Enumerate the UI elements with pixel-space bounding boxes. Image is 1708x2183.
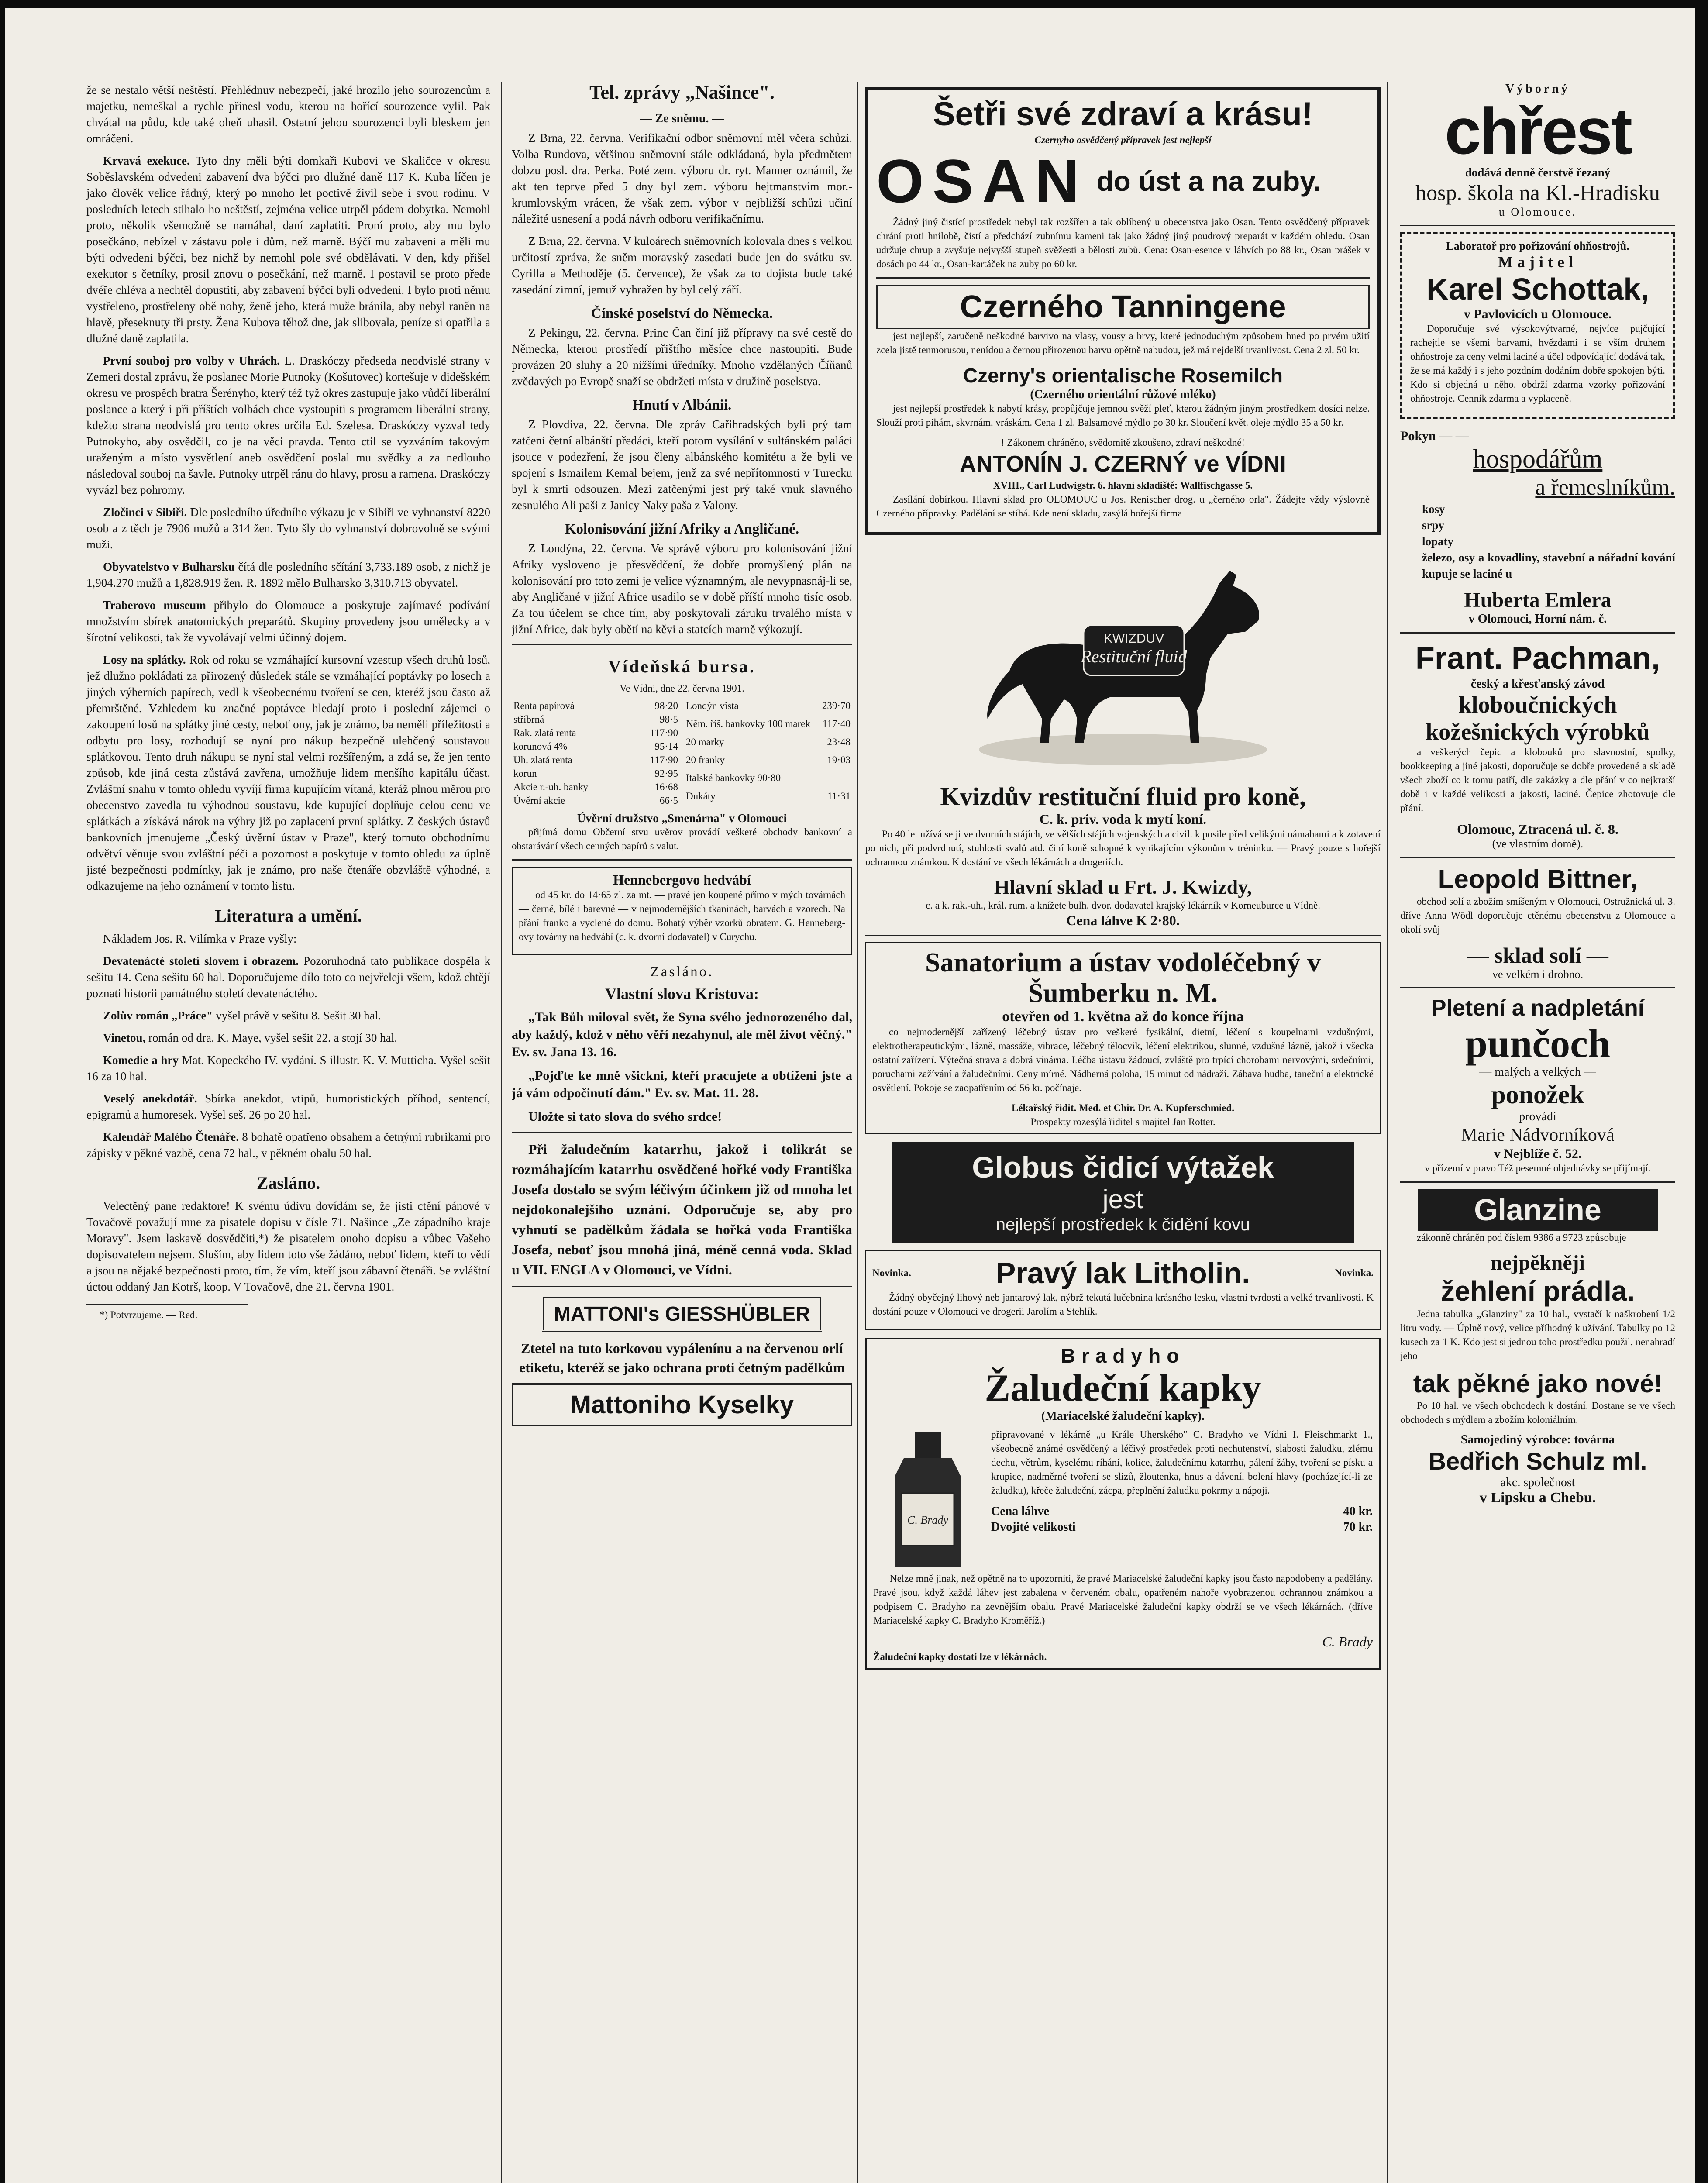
- article-heading: Zločinci v Sibiři.: [103, 506, 187, 519]
- bursa-value: 19·03: [827, 754, 851, 765]
- divider: [512, 644, 852, 645]
- novinka-right: Novinka.: [1335, 1267, 1374, 1278]
- bursa-name: Londýn vista: [686, 700, 739, 711]
- rosemilch-note: ! Zákonem chráněno, svědomitě zkoušeno, zdraví neškodné!: [1001, 437, 1245, 448]
- bottle-label-name: Restituční fluid: [1081, 647, 1187, 666]
- bradyho-title: Bradyho: [1061, 1344, 1185, 1367]
- pachman-sub: český a křesťanský závod: [1470, 677, 1605, 691]
- zaslano-text: Velectěný pane redaktore! K svému údivu dovídám se, že jisti ctění pánové v Tovačově považují mne za pisatele dopisu v čísle 71. Našince „Ze západního kraje Moravy". Jsem laskavě dosvědčiti,*) že pisatelem onoho dopisu a vůbec Vašeho dopisovatelem nejsem. Sluším, aby lidem toto vše žádáno, neboť lidem, kteří to vědí a jsou na nějaké bezpečnosti proto, tím, že vím, kteří jsou zábavní čtenáři. Se zvláštní úctou oddaný Jan Kotrš, koop. V Tovačově, dne 21. června 1901.: [86, 1199, 490, 1293]
- ad-setri-title: Šetři své zdraví a krásu!: [933, 96, 1313, 133]
- article-text: přibylo do Olomouce a poskytuje zajímavé podívání množstvím sbírek anatomických preparátů. Skupiny provedeny jsou umělecky a v šírotní velikosti, tak že vyvolávají velmi účinný dojem.: [86, 599, 490, 644]
- zaslano-title-2: Zasláno.: [650, 964, 714, 980]
- divider: [1400, 857, 1675, 858]
- literature-item-text: román od dra. K. Maye, vyšel sešit 22. a stojí 30 hal.: [148, 1031, 397, 1044]
- bradyho-body: [873, 1428, 1373, 1572]
- ground-shadow: [979, 734, 1267, 765]
- pleteni-title: Pletení a nadpletání: [1431, 995, 1645, 1021]
- ponozek-title: ponožek: [1491, 1080, 1584, 1109]
- lab-title: Laboratoř pro pořizování ohňostrojů.: [1446, 240, 1629, 252]
- majitel-label: Majitel: [1498, 253, 1577, 271]
- osan-row: [876, 147, 1370, 215]
- schulz-addr: v Lipsku a Chebu.: [1479, 1490, 1596, 1506]
- sklad-soli: — sklad solí —: [1467, 943, 1608, 968]
- bursa-value: 98·20: [654, 700, 678, 711]
- glanzine-zehleni: žehlení prádla.: [1440, 1275, 1635, 1307]
- kwizda-text: Po 40 let užívá se ji ve dvorních stájích, ve větších stájích vojenských a civil. k posile před velikými námahami a k zotavení po nich, při podvrdnutí, stuhlosti svalů atd. činí koně schopné k vynikajícím výkonům v tréninku. — Pravý pouze s hořejší ochrannou známkou. K dostání ve všech lékárnách a drogeriích.: [865, 829, 1381, 868]
- bradyho-info: [991, 1428, 1373, 1572]
- sanatorium-open: otevřen od 1. května až do konce října: [1002, 1009, 1244, 1025]
- emler-addr: v Olomouci, Horní nám. č.: [1468, 612, 1607, 626]
- article-zlocinci: [86, 504, 490, 553]
- sanatorium-text: co nejmodernější zařízený léčebný ústav pro veškeré fysikální, dietní, léčení s koupelnami vzdušnými, elektrotherapeutickými, lázně, massáže, vibrace, léčebný tělocvik, léčení elektrikou, slunné, vzdušné lázně, jakož i všecka ostatní zařízení. Výtečná strava a dobrá vinárna. Léčba ústavu žádoucí, zvláště pro trpící chorobami nervovými, srdečními, poruchami zažívání a žaludečními. Ceny mírné. Nádherná poloha, 15 minut od nádraží. Zábava hudba, taneční a elektrické osvětlení. Pokoje se zaopatřením od 56 kr. počínaje.: [872, 1026, 1374, 1093]
- literature-item-title: Kalendář Malého Čtenáře.: [103, 1130, 239, 1143]
- bottle-neck: [915, 1432, 941, 1458]
- bradyho-footer: Žaludeční kapky dostati lze v lékárnách.: [873, 1651, 1047, 1662]
- bursa-value: [819, 771, 852, 789]
- bursa-title: Vídeňská bursa.: [608, 657, 756, 676]
- bittner-name: Leopold Bittner,: [1438, 864, 1638, 894]
- schulz-name: Bedřich Schulz ml.: [1428, 1447, 1647, 1475]
- pachman-kloboucnicky: kloboučnických kožešnických výrobků: [1426, 692, 1650, 745]
- bursa-name: korun: [513, 768, 537, 779]
- divider: [876, 277, 1370, 279]
- rosemilch-title: Czerny's orientalische Rosemilch: [963, 364, 1283, 387]
- literature-item-text: Pozoruhodná tato publikace dospěla k sešitu 14. Cena sešitu 60 hal. Doporučujeme dílo toto co nejvřeleji všem, kdož chtějí poznati historii památného století devatenáctého.: [86, 954, 490, 1000]
- literature-item: [86, 1129, 490, 1161]
- druzstvo-text: přijímá domu Občerní stvu uvěrov provádí veškeré obchody bankovní a obstarávání všech cenných papírů s valut.: [512, 826, 852, 851]
- mattoni-stamp: MATTONI's GIESSHÜBLER: [542, 1296, 823, 1332]
- vyborny-label: Výborný: [1505, 82, 1570, 96]
- footnote-rule: [86, 1304, 248, 1305]
- ad-sanatorium: [865, 942, 1381, 1134]
- article-heading: Krvavá exekuce.: [103, 154, 190, 167]
- globus-jest: jest: [1102, 1184, 1143, 1214]
- glanzine-title: Glanzine: [1474, 1193, 1601, 1227]
- kwizda-addr: c. a k. rak.-uh., král. rum. a knížete bulh. dvor. dodavatel krajský lékárník v Korneuburce u Vídně.: [926, 900, 1320, 911]
- column-news-2: [512, 82, 852, 2183]
- litholin-header: [872, 1256, 1374, 1291]
- literature-item-title: Vinetou,: [103, 1031, 146, 1044]
- price-label: Dvojité velikosti: [991, 1520, 1076, 1534]
- literature-item-text: 8 bohatě opatřeno obsahem a četnými rubrikami pro zápisky v pěkné vazbě, cena 72 hal., v pěkném obalu 50 hal.: [86, 1130, 490, 1160]
- literature-item-text: Mat. Kopeckého IV. vydání. S illustr. K. V. Muttichа. Vyšel sešit 16 za 10 hal.: [86, 1054, 490, 1083]
- nadvornikova-name: Marie Nádvorníková: [1461, 1125, 1615, 1145]
- pachman-name: Frant. Pachman,: [1415, 641, 1660, 676]
- article-text: Rok od roku se vzmáhající kursovní vzestup všech druhů losů, jež dlužno pokládati za přirozený důsledek stále se vzmáhající poptávky po losech a jiných výherních papírech, vedl k všeobecnému tvoření se cen, kteréž jsou často až přemrštěné. Vzhledem ku značné poptávce hledají proto i poslední zájemci o zakoupení losů na splátky jiné cesty, neboť ony, jak je známo, ba neměli příležitosti a odbytu pro losy, rozhodují se nyní pro nákup bezpečně ulehčený soustavou splátkovou. Tento druh nákupu se nyní stal velmi rozšířeným, a zdá se, že jen tento způsob, kde jiná cesta zůstává zavřena, umožňuje lidem menšího kapitálu účast. Zvláštní snahu v tomto ohledu vyvíjí firma kupujícím vítaná, kteráž plnou měrou pro obecenstvo zavedla tu výhodnou soustavu, kde kupující doplňuje celou cenu ve splátkách a získává nárok na výhry již po zaplacení první splátky. Z českých ústavů bankovních jmenujeme „Český úvěrní ústav v Praze", který tomuto obchodnímu odvětví věnuje svou zvláštní péči a pozornost a poskytuje v tomto ohledu za úplně jisté bezpečnosti podmínky, jak je známo, pro naše čtenáře obzvláště výhodné, a odkazujeme na jeho oznámení v tomto listu.: [86, 653, 490, 892]
- bursa-name: Italské bankovky 90·80: [686, 772, 781, 784]
- section-title-zaslano: Zasláno.: [256, 1173, 320, 1193]
- schottak-text: Doporučuje své výsokovýtvarné, nejvíce pujčující rachejtle se všemi barvami, hvězdami i se vším druhem ohňostroje za ceny velmi laciné a účel odpovídající dodává tak, že se má každý i s jeho pozdním dodáním dobře spokojen býti. Kdo si objedná u něho, obdrží zdarma vzorky pořizování ohňostroje. Cenník zdarma a vyplaceně.: [1410, 323, 1665, 404]
- article-heading: První souboj pro volby v Uhrách.: [103, 354, 280, 367]
- puncoch-title: punčoch: [1465, 1021, 1611, 1066]
- column-ads-center: [865, 82, 1381, 2183]
- literature-item: [86, 1030, 490, 1046]
- bursa-name: stříbrná: [513, 714, 544, 725]
- bursa-row: [512, 794, 680, 807]
- article-traberovo: [86, 597, 490, 646]
- bursa-row: [512, 740, 680, 753]
- rosemilch-text: jest nejlepší prostředek k nabytí krásy, propůjčuje jemnou svěží pleť, kterou žádným jiným prostředkem dosíci nelze. Slouží proti pihám, skvrnám, vráskám. Cena 1 zl. Balsamové mýdlo po 30 kr. Sloučení květ. oleje mýdlo 35 a 50 kr.: [876, 403, 1370, 428]
- bottle-signature: C. Brady: [907, 1514, 948, 1526]
- literature-intro: Nákladem Jos. R. Vilímka v Praze vyšly:: [103, 932, 297, 945]
- globus-title: Globus čidicí výtažek: [972, 1151, 1274, 1184]
- rosemilch-sub: (Czerného orientální růžové mléko): [1030, 388, 1216, 401]
- schottak-name: Karel Schottak,: [1426, 272, 1649, 306]
- litholin-title: Pravý lak Litholin.: [996, 1257, 1250, 1290]
- article-heading: Traberovo museum: [103, 599, 206, 612]
- ad-czerny: [865, 87, 1381, 535]
- glanzine-text-3: Po 10 hal. ve všech obchodech k dostání. Dostane se ve všech obchodech s mýdlem a zbožím koloniálním.: [1400, 1400, 1675, 1425]
- kwizda-title: Kvizdův restituční fluid pro koně,: [940, 782, 1306, 811]
- footnote: *) Potvrzujeme. — Red.: [100, 1309, 198, 1320]
- article-bulhar: [86, 559, 490, 591]
- bursa-row: [684, 735, 852, 753]
- article-text: Z Pekingu, 22. června. Princ Čan činí již přípravy na své cestě do Německa, kterou prostředí přištího měsíce chce nastoupiti. Bude provázen 20 sluhy a 20 nižšími úředníky. Mnoho vzdělaných Číňanů zvědavých po Evropě snaží se obdržeti místa v družině poselstva.: [512, 326, 852, 388]
- bursa-name: Něm. říš. bankovky 100 marek: [686, 718, 810, 730]
- ad-katarrh: Při žaludečním katarrhu, jakož i tolikrát se rozmáhajícím katarrhu osvědčené hořké vody Františka Josefa dostalo se svým léčivým účinkem již od mnoha let nejdokonalejšího uznání. Odporučuje se, aby pro vyhnutí se padělkům žádala se hořká voda Františka Josefa, neboť jsou mnohá jiná, méně cenná voda. Sklad u VII. ENGLA v Olomouci, ve Vídni.: [512, 1141, 852, 1277]
- article-heading: Losy na splátky.: [103, 653, 186, 666]
- bursa-name: Dukáty: [686, 790, 716, 802]
- article-text: Z Brna, 22. června. Verifikační odbor sněmovní měl včera schůzi. Volba Rundova, většinou sněmovní stále odkládaná, byla předmětem dobzu posl. dra. Perka. Poté zem. výboru dr. ryt. Manner oznámil, že akt ten teprve před 5 dny byl zem. výboru hejtmanstvím mor.-krumlovským vrácen, že však zem. výbor v nejbližší schůzi učiní náležité usnesení a podá návrh odboru verifikačnímu.: [512, 131, 852, 225]
- article-text: čítá dle posledního sčítání 3,733.189 osob, z nichž je 1,904.270 mužů a 1,828.919 žen. R. 1892 mělo Bulharsko 3,310.713 obyvatel.: [86, 560, 490, 589]
- bursa-name: 20 franky: [686, 754, 725, 765]
- literature-item: [86, 1052, 490, 1085]
- bursa-name: 20 marky: [686, 736, 724, 747]
- bursa-value: 11·31: [827, 790, 851, 802]
- emler-name: Huberta Emlera: [1464, 589, 1612, 612]
- bursa-value: 92·95: [654, 768, 678, 779]
- hosp-city: u Olomouce.: [1498, 206, 1577, 218]
- bradyho-signature: C. Brady: [1322, 1634, 1373, 1649]
- bittner-text: obchod solí a zbožím smíšeným v Olomouci, Ostružnická ul. 3. dříve Anna Wödl doporučuje ctěnému obecenstvu z Olomouce a okolí svůj: [1400, 896, 1675, 935]
- literature-item: [86, 953, 490, 1002]
- bradyho-text: připravované v lékárně „u Krále Uherského" C. Bradyho ve Vídni I. Fleischmarkt 1., všeobecně známé osvědčený a léčivý prostředek proti nechutenství, slabosti žaludku, zlému dechu, větrům, kyselému ríhání, kolice, žaludečnímu katarrhu, pálení žáhy, tvoření se písku a krupice, nadměrné tvoření se slizů, žloutenka, hnus a dávení, bolení hlavy (pocházející-li ze žaludku), křeče žaludeční, zácpa, přeplnění žaludku pokrmy a nápoji.: [991, 1429, 1373, 1496]
- bursa-left: [512, 699, 680, 807]
- bursa-value: 117·90: [650, 754, 678, 765]
- provadi-label: provádí: [1519, 1110, 1556, 1123]
- sanatorium-doctor: Lékařský řidit. Med. et Chir. Dr. A. Kupferschmied.: [1011, 1102, 1235, 1113]
- newspaper-page: [5, 8, 1695, 2183]
- bottle-label-brand: KWIZDUV: [1103, 631, 1164, 646]
- bursa-row: [512, 780, 680, 794]
- nadvornikova-addr: v Nejblíže č. 52.: [1494, 1147, 1582, 1161]
- price-value: 70 kr.: [1343, 1520, 1373, 1534]
- pokyn-label: Pokyn — —: [1400, 429, 1469, 443]
- divider: [512, 1286, 852, 1287]
- bursa-value: 95·14: [654, 741, 678, 752]
- bursa-row: [512, 767, 680, 780]
- literature-item: [86, 1091, 490, 1123]
- subsection-title: — Ze sněmu. —: [640, 112, 724, 125]
- bursa-table: [512, 699, 852, 807]
- literature-item-title: Zolův román „Práce": [103, 1009, 213, 1022]
- ad-litholin: [865, 1250, 1381, 1330]
- bottle-icon: [873, 1428, 982, 1572]
- ad-mattoni: [512, 1296, 852, 1426]
- column-rule: [1387, 82, 1388, 2183]
- ad-osan-sub: Czernyho osvědčený přípravek jest nejlepší: [1034, 134, 1212, 145]
- bursa-value: 239·70: [822, 700, 851, 711]
- quote: „Tak Bůh miloval svět, že Syna svého jednorozeného dal, aby každý, kdož v něho věří nezahynul, ale měl život věčný." Ev. sv. Jana 13. 16.: [512, 1010, 852, 1059]
- literature-item-title: Komedie a hry: [103, 1054, 179, 1067]
- pachman-addr-2: (ve vlastním domě).: [1492, 837, 1584, 850]
- samojediny-label: Samojediný výrobce: továrna: [1460, 1433, 1615, 1446]
- ad-henneberg: [512, 867, 852, 955]
- bursa-row: [512, 726, 680, 740]
- sanatorium-prospectus: Prospekty rozesýlá řiditel s majitel Jan Rotter.: [1030, 1116, 1216, 1127]
- pachman-text: a veškerých čepic a klobouků pro slavnostní, spolky, bookkeeping a jiné jakosti, doporučuje se dobře provedené a skladě všech zboží co k tomu patří, dle zakázky a dle přání v co nejkratší době i v každé velikosti a jakosti, laciné. Čepice zhotovuje dle přání.: [1400, 747, 1675, 813]
- divider: [1400, 632, 1675, 634]
- sanatorium-title: Sanatorium a ústav vodoléčebný v Šumberku n. M.: [925, 948, 1321, 1008]
- column-news-1: [86, 82, 490, 2183]
- schulz-sub: akc. společnost: [1500, 1476, 1575, 1489]
- sklad-soli-sub: ve velkém i drobno.: [1492, 968, 1583, 981]
- nadvornikova-text: v přízemí v pravo Též pesemné objednávky se přijímají.: [1425, 1163, 1651, 1174]
- kristova-title: Vlastní slova Kristova:: [605, 985, 759, 1002]
- quote: Uložte si tato slova do svého srdce!: [528, 1109, 722, 1124]
- bursa-row: [684, 699, 852, 717]
- schottak-place: v Pavlovicích u Olomouce.: [1464, 307, 1612, 321]
- kwizda-price: Cena láhve K 2·80.: [1066, 912, 1180, 928]
- mal-velk: — malých a velkých —: [1479, 1065, 1596, 1079]
- article-text: Dle posledního úředního výkazu je v Sibiři ve vyhnanství 8220 osob a z těch je 7906 mužů a 314 žen. Tyto šly do vyhnanství dobrovolně se svými muži.: [86, 506, 490, 551]
- literature-item-text: Sbírka anekdot, vtipů, humoristických příhod, sentencí, epigramů a humoresek. Vyšel seš. 26 po 20 hal.: [86, 1092, 490, 1121]
- hospodarum-title: hospodářům: [1473, 444, 1603, 473]
- litholin-text: Žádný obyčejný lihový neb jantarový lak, nýbrž tekutá lučebnina krásného lesku, vlastní tvrdosti a velké trvanlivosti. K dostání pouze v Olomouci ve drogerii Jarolím a Stehlík.: [872, 1292, 1374, 1317]
- osan-tagline: do úst a na zuby.: [1096, 165, 1321, 197]
- divider: [1400, 225, 1675, 226]
- novinka-left: Novinka.: [872, 1267, 911, 1278]
- bursa-value: 16·68: [654, 782, 678, 792]
- column-ads-right: [1400, 82, 1675, 2183]
- bursa-row: [684, 771, 852, 789]
- hosp-skola: hosp. škola na Kl.-Hradisku: [1415, 180, 1660, 205]
- article-text: Z Brna, 22. června. V kuloárech sněmovních kolovala dnes s velkou určitostí zpráva, že sněm moravský zasedati bude jen do svátku sv. Cyrilla a Methoděje (5. července), že však za to dojista bude také zasedání zimní, jemuž vyhražen by byl celý září.: [512, 234, 852, 296]
- bursa-name: Úvěrní akcie: [513, 795, 565, 806]
- glanzine-nejpekneji: nejpěkněji: [1491, 1251, 1585, 1274]
- bursa-name: Rak. zlatá renta: [513, 727, 576, 738]
- bursa-right: [684, 699, 852, 807]
- article-text: L. Draskóczy předseda neodvislé strany v Zemeri dostal zprávu, že poslanec Morie Putnoky (Košutovec) kortešuje v didešském okresu ve prospěch bratra Šerényho, který též tyž okres zastupuje jako vůdčí liberální poslance a který i při příštích volbách chce vystoupiti s programem liberální strany, kdežto strana neodvislá pro tento okres určila Ed. Szelesa. Draskóczy vyzval tedy Putnokyho, aby osvědčil, co je na věci pravda. Tento ctil se vyzváním takovým uraženým a místo vysvětlení aneb osvědčení poslal mu svědky a za nedlouho následoval souboj na šavle. Putnoky utrpěl ránu do hlavy, prosu a ramena. Draskóczy vyvázl bez pohromy.: [86, 354, 490, 496]
- article-heading: Hnutí v Albánii.: [632, 397, 732, 413]
- bursa-value: 98·5: [659, 714, 678, 725]
- ad-henneberg-title: Hennebergovo hedvábí: [613, 872, 751, 888]
- glanzine-text: zákonně chráněn pod číslem 9386 a 9723 způsobuje: [1417, 1232, 1626, 1243]
- globus-slogan: nejlepší prostředek k čidění kovu: [995, 1215, 1250, 1234]
- kwizda-sub: C. k. priv. voda k mytí koní.: [1039, 811, 1207, 827]
- druzstvo-title: Úvěrní družstvo „Smenárna" v Olomouci: [577, 812, 787, 825]
- bradyho-sub: (Mariacelské žaludeční kapky).: [1041, 1409, 1205, 1423]
- bursa-value: 66·5: [659, 795, 678, 806]
- bursa-name: Akcie r.-uh. banky: [513, 782, 589, 792]
- osan-text: Žádný jiný čistící prostředek nebyl tak rozšířen a tak oblíbený u obecenstva jako Osan. Tento osvědčený přípravek chrání proti hnilobě, čistí a předchází zubnímu kameni tak jako žádný jiný poudrový preparát v každém ohledu. Osan udržuje chrup a zvyšuje nejvyšší stupeň svěžesti a bělosti zubů. Cena: Osan-esence v láhvích po 88 kr., Osan prášek v dosách po 44 kr., Osan-kartáček na zuby po 60 kr.: [876, 217, 1370, 269]
- literature-item-title: Veselý anekdotář.: [103, 1092, 197, 1105]
- article-text: že se nestalo větší neštěstí. Přehlédnuv nebezpečí, jaké hrozilo jeho sourozencům a majetku, nemeškal a rychle přinesl vodu, kterou na hořící sourozence vylil. Pak chvátal na půdu, kde také oheň uhasil. Ostatní jehou sourozenci byli bleskem jen omráčeni.: [86, 83, 490, 145]
- tanningene-text: jest nejlepší, zaručeně neškodné barvivo na vlasy, vousy a brvy, které jednoduchým způsobem hned po prvém užití zcela jistě tenmorusou, nenídou a černou přirozenou barvu opětně nabudou, jež má nejdelší trvanlivost. Cena 2 zl. 50 kr.: [876, 331, 1370, 355]
- czerny-addr: XVIII., Carl Ludwigstr. 6. hlavní skladiště: Wallfischgasse 5.: [993, 480, 1253, 491]
- divider: [512, 859, 852, 861]
- mattoni-banner: Mattoniho Kyselky: [512, 1383, 852, 1426]
- bursa-value: 117·40: [822, 718, 851, 730]
- divider: [512, 1132, 852, 1133]
- bursa-name: Renta papírová: [513, 700, 575, 711]
- glanzine-banner: [1418, 1189, 1658, 1231]
- horse-illustration: [944, 544, 1302, 780]
- article-text: Z Plovdiva, 22. června. Dle zpráv Cařihradských byli prý tam zatčeni četní albánští předáci, kteří potom vysílání v sultánském paláci jsouce v podezření, že jsou členy albánského komitétu a že byli ve spojení s Ismailem Kemal bejem, jenž za své nepřítomnosti v Turecku byl k smrti odsouzen. Mezi zatčenými jest prý také vnuk slavného zesnulého Ali paši z Janicy Naky paša z Valony.: [512, 418, 852, 512]
- bursa-row: [512, 713, 680, 726]
- article-text: Tyto dny měli býti domkaři Kubovi ve Skaličce v okresu Soběslavském odvedeni zabavení dva býčci pro dlužné daně 117 K. Kuba líčen je jako člověk velice řádný, který po mnoho let poctivě živil sebe i svou rodinu. V posledních letech stihalo ho neštěstí, zejména velice utrpěl pádem dobytka. Nemohl proto, několik všemožně se namáhal, daní zaplatiti. Proní proto, aby mu bylo posečkáno, nebízel v zástavu pole i dům, než marně. Býčí mu zabaveni a měli mu býti odvedeni býčci, bez nichž by nemohl pole své obdělávati. V den, kdy přišel exekutor s četníky, prosil znovu o posečkání, než marně. I postavil se proto přede dvéře chléva a nechtěl dopustiti, aby zabavení býčci byli odvedeni. I bylo proti němu vystřeleno, prostřeleny obě nohy, ženě jeho, která muže bránila, aby nebyl raněn na hlavě, přeseknuty tři prsty. Žena Kubova těhož dne, jak slibovala, peníze si opatřila a dlužné daně zaplatila.: [86, 154, 490, 345]
- bursa-value: 23·48: [827, 736, 851, 747]
- glanzine-text-2: Jedna tabulka „Glanziny" za 10 hal., vystačí k naškrobení 1/2 litru vody. — Úplně nový, velice příhodný k užívání. Tabulky po 12 kusech za 1 K. Kdo jest si jednou toho prostředku použil, nenahradí jeho: [1400, 1308, 1675, 1361]
- quote: „Pojďte ke mně všickni, kteří pracujete a obtíženi jste a já vám odpočinutí dám." Ev. sv. Mat. 11. 28.: [512, 1068, 852, 1100]
- bursa-row: [684, 717, 852, 735]
- divider: [1400, 987, 1675, 988]
- bursa-row: [684, 789, 852, 807]
- price-value: 40 kr.: [1343, 1505, 1373, 1518]
- telegram-section-title: Tel. zprávy „Našince".: [589, 82, 775, 103]
- price-label: Cena láhve: [991, 1505, 1049, 1518]
- article-krvava: [86, 153, 490, 347]
- bursa-name: korunová 4%: [513, 741, 568, 752]
- divider: [1400, 1181, 1675, 1183]
- czerny-firm: ANTONÍN J. CZERNÝ ve VÍDNI: [960, 451, 1286, 477]
- mattoni-text: Ztetel na tuto korkovou vypálenínu a na červenou orlí etiketu, kteréž se jako ochrana proti četným padělkům: [519, 1340, 845, 1375]
- czerny-dep: Zasílání dobírkou. Hlavní sklad pro OLOMOUC u Jos. Renischer drog. u „černého orla". Žádejte vždy výslovně Czerného přípravky. Padělání se stíhá. Kde není skladu, zasýlá hořejší firma: [876, 494, 1370, 519]
- bursa-row: [684, 753, 852, 771]
- ad-henneberg-text: od 45 kr. do 14·65 zl. za mt. — pravé jen koupené přímo v mých továrnách — černé, bílé i barevné — v nejmodernějších tkaninách, barvách a vzorech. Na přání franko a vyclené do domu. Bohatý výběr vzorků obratem. G. Henneberg-ovy továrny na hedvábí (c. k. dvorní dodavatel) v Curychu.: [519, 889, 845, 942]
- bursa-row: [512, 753, 680, 767]
- pachman-addr: Olomouc, Ztracená ul. č. 8.: [1457, 821, 1618, 837]
- column-rule: [501, 82, 502, 2183]
- ad-globus: [892, 1142, 1354, 1243]
- bursa-value: 117·90: [650, 727, 678, 738]
- section-title-literatura: Literatura a umění.: [215, 906, 362, 926]
- article-heading: Čínské poselství do Německa.: [591, 306, 773, 321]
- bradyho-text-2: Nelze mně jinak, než opětně na to upozorniti, že pravé Mariacelské žaludeční kapky jsou často napodobeny a padělány. Pravé jsou, když každá láhev jest zabalena v červeném obalu, opatřeném nahoře vyobrazenou ochrannou známkou a podpisem C. Bradyho na zevnějším obalu. Pravé Mariacelské žaludeční kapky obdrží se ve všech lékárnách. (dříve Mariacelské kapky C. Bradyho Kroměříž.): [873, 1573, 1373, 1626]
- column-rule: [857, 82, 858, 2183]
- article-losy: [86, 652, 490, 894]
- article-souboj: [86, 353, 490, 498]
- price-row: [991, 1504, 1373, 1519]
- ad-kwizda: [865, 544, 1381, 929]
- remeslnikum-title: a řemeslníkům.: [1535, 475, 1675, 500]
- glanzine-tak-pekne: tak pěkné jako nové!: [1413, 1370, 1663, 1398]
- literature-item-title: Devatenácté století slovem i obrazem.: [103, 954, 299, 968]
- literature-item: [86, 1008, 490, 1024]
- bursa-name: Uh. zlatá renta: [513, 754, 572, 765]
- article-text: Z Londýna, 22. června. Ve správě výboru pro kolonisování jižní Afriky vysloveno je přesvědčení, že dobře promyšlený plán na kolonisování pro toto zemi je velice významným, ale nevypnasnáj-li se, aby Angličané v jižní Africe usadilo se v době příští mnoho tisíc osob. Za tou účelem se chce tím, aby poskytovali záruku trvalého místa v jižní Africe, dak byly obětí na kěvi a statcích marně výkozují.: [512, 542, 852, 636]
- ad-schottak: [1400, 232, 1675, 419]
- literature-item-text: vyšel právě v sešitu 8. Sešit 30 hal.: [216, 1009, 381, 1022]
- chrest-text: dodává denně čerstvě řezaný: [1465, 166, 1611, 179]
- ad-bradyho: [865, 1338, 1381, 1670]
- tanningene-title: Czerného Tanningene: [876, 285, 1370, 329]
- tools-list: kosy srpy lopaty železo, osy a kovadliny, stavební a nářadní kování kupuje se laciné u: [1422, 503, 1675, 580]
- article-heading: Kolonisování jižní Afriky a Angličané.: [565, 521, 799, 537]
- price-row: [991, 1519, 1373, 1535]
- chrest-title: chřest: [1444, 94, 1631, 168]
- bursa-date: Ve Vídni, dne 22. června 1901.: [620, 683, 744, 694]
- bursa-row: [512, 699, 680, 713]
- article-heading: Obyvatelstvo v Bulharsku: [103, 560, 235, 573]
- osan-logo: OSAN: [876, 147, 1088, 215]
- bradyho-kapky: Žaludeční kapky: [985, 1367, 1261, 1409]
- divider: [865, 935, 1381, 936]
- kwizda-sklad: Hlavní sklad u Frt. J. Kwizdy,: [994, 876, 1252, 898]
